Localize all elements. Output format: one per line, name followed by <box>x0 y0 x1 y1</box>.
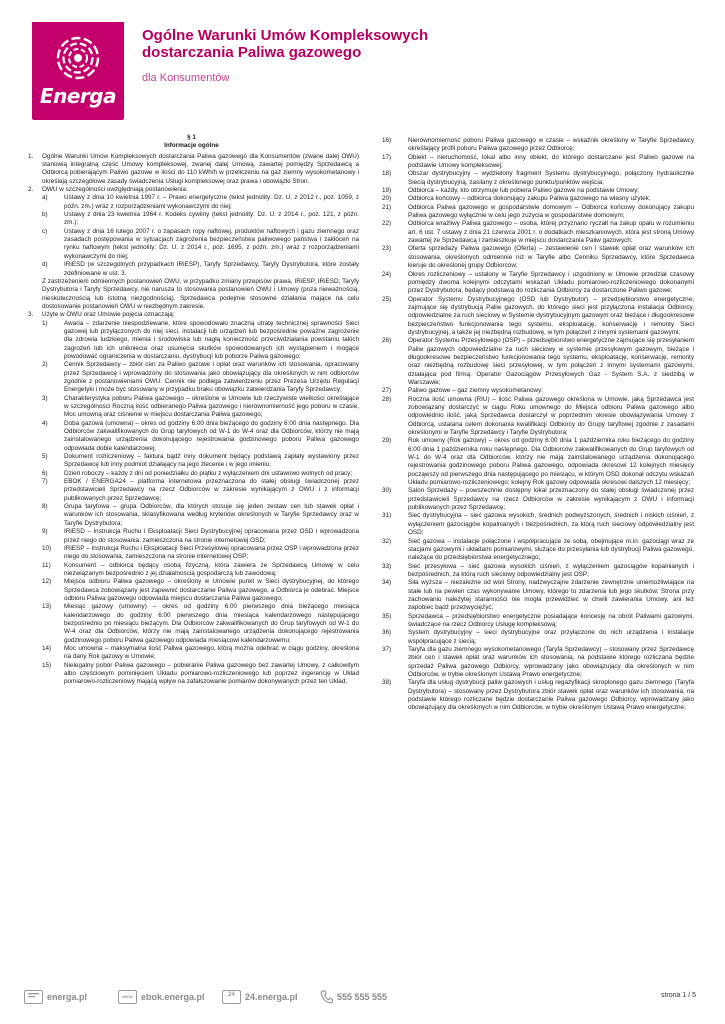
subclause-letter: a) <box>42 194 48 202</box>
definition-number: 27) <box>382 387 392 395</box>
definition-item <box>378 613 694 630</box>
definition-item <box>24 562 359 579</box>
left-column <box>24 134 359 687</box>
definition-item <box>378 195 694 203</box>
web-icon <box>24 990 43 1004</box>
footer-e24-link[interactable] <box>222 990 298 1004</box>
definition-number: 26) <box>382 337 392 345</box>
definition-text: Sprzedawca – przedsiębiorstwo energetyczne posiadające koncesję na obrót Paliwami gazowymi, świadczące na rzecz Odbiorcy Usługę kompleksową; <box>408 612 694 628</box>
subclause-letter: c) <box>42 227 48 235</box>
definition-item <box>378 396 694 438</box>
definition-item <box>24 453 359 470</box>
definition-text: Dokument rozliczeniowy – faktura bądź inny dokument będący podstawą zapłaty wystawiony przez Sprzedawcę lub inny podmiot działający na jego zlecenie i w jego imieniu; <box>64 453 359 469</box>
definition-item <box>378 679 694 712</box>
definition-text: Salon Sprzedaży – powszechnie dostępny lokal przeznaczony do stałej obsługi świadczonej przez przedstawicieli Sprzedawcy na rzecz Odbiorców w zakresie wynikającym z OWU i informacji publikowanych przez Sprzedawcę; <box>408 487 694 512</box>
definition-text: Grupa taryfowa – grupa Odbiorców, dla których stosuje się jeden zestaw cen lub stawek opłat i warunków ich stosowania, sklasyfikowana według kryteriów określonych w Taryfie Sprzedawcy oraz w Taryfie Dystrybutora; <box>64 503 359 527</box>
clause-2-note: Z zastrzeżeniem odmiennych postanowień OWU, w przypadku zmiany przepisów prawa, IRiESP, IRiESD, Taryfy Dystrybutora i Taryfy Sprzedawcy, nie narusza to stosowania postanowień OWU i Umowy (poza nieważnością, nieskutecznością lub istotną niezgodnością). Sprzedawca podejmie stosowne działania mające na celu dostosowanie postanowień OWU w niezbędnym zakresie. <box>42 277 359 310</box>
subclause-text: Ustawy z dnia 23 kwietnia 1964 r. Kodeks cywilny (tekst jednolity: Dz. U. z 2014 r., poz. 121, z późn. zm.); <box>64 211 359 227</box>
footer-site-link[interactable] <box>24 990 87 1004</box>
definition-number: 22) <box>382 220 392 228</box>
definition-item <box>24 420 359 453</box>
definition-text: Obszar dystrybucyjny – wydzielony fragment Systemu dystrybucyjnego, połączony hydraulicznie Siecią dystrybucyjną, zasilany z określonego punktu/punktów wejścia; <box>408 170 694 186</box>
definition-number: 2) <box>42 361 48 369</box>
document-subtitle: dla Konsumentów <box>142 72 230 84</box>
definition-number: 12) <box>42 578 52 586</box>
definition-number: 18) <box>382 170 392 178</box>
energa24-icon-label: 24 <box>228 992 235 998</box>
definition-item <box>378 512 694 537</box>
definition-text: Obiekt – nieruchomość, lokal albo inny obiekt, do którego dostarczane jest Paliwo gazowe na podstawie Umowy kompleksowej; <box>408 153 694 170</box>
definition-text: Paliwo gazowe – gaz ziemny wysokometanowy; <box>408 387 544 395</box>
clause-text: Ogólne Warunki Umów Kompleksowych dostarczania Paliwa gazowego dla Konsumentów (zwane dalej OWU) stanowią integralną część Umowy kompleksowej, zwanej dalej Umową, zawartej pomiędzy Sprzedawcą a Odbiorcą pobierającym Paliwo gazowe w ilości do 110 kWh/h w przeliczeniu na gaz ziemny wysokometanowy i określają szczegółowe zasady świadczenia Usługi kompleksowej oraz prawa i obowiązki Stron. <box>42 152 359 185</box>
definition-number: 14) <box>42 644 52 652</box>
definition-item <box>24 545 359 562</box>
definition-number: 15) <box>42 661 52 669</box>
definition-number: 34) <box>382 579 392 587</box>
clause-number: 1. <box>28 152 34 160</box>
clause-1 <box>24 153 359 186</box>
definition-number: 36) <box>382 629 392 637</box>
definition-number: 31) <box>382 512 392 520</box>
energa24-icon <box>222 990 241 1004</box>
definition-number: 10) <box>42 544 52 552</box>
definition-number: 3) <box>42 394 48 402</box>
definition-item <box>378 437 694 487</box>
logo-wordmark: Energa <box>39 84 117 108</box>
definition-number: 30) <box>382 487 392 495</box>
definition-text: Miejsce odbioru Paliwa gazowego – określony w Umowie punkt w Sieci dystrybucyjnej, do którego Sprzedawca zobowiązany jest zapewnić dostarczanie Paliwa gazowego, a Odbiorca je odebrać. Miejsce odbioru Paliwa gazowego odpowiada miejscu dostarczania Paliwa gazowego; <box>64 578 359 602</box>
definition-number: 25) <box>382 295 392 303</box>
definitions-list-right <box>378 137 694 713</box>
clause-2b <box>24 211 359 228</box>
definition-text: Oferta sprzedaży Paliwa gazowego (Oferta) – zestawienie cen i stawek opłat oraz warunków ich stosowania, określonych odmiennie niż w Taryfie albo Cenniku Sprzedawcy, które Sprzedawca kieruje do określonej grupy Odbiorców; <box>408 245 694 270</box>
definition-item <box>378 563 694 580</box>
definition-number: 21) <box>382 203 392 211</box>
definition-number: 23) <box>382 245 392 253</box>
definition-number: 13) <box>42 603 52 611</box>
definition-number: 32) <box>382 537 392 545</box>
definition-number: 1) <box>42 319 48 327</box>
definitions-list-left <box>24 320 359 687</box>
definition-text: Konsument – odbiorca będący osobą fizyczną, która zawiera ze Sprzedawcą Umowę w celu niezwiązanym bezpośrednio z jej działalnością gospodarczą lub zawodową; <box>64 561 359 577</box>
definition-text: Nierównomierność poboru Paliwa gazowego w czasie – wskaźnik określony w Taryfie Sprzedawcy określający profil poboru Paliwa gazowego przez Odbiorcę; <box>408 137 694 153</box>
definition-text: Odbiorca wrażliwy Paliwa gazowego – osoba, której przyznano ryczałt na zakup opału w rozumieniu art. 6 ust. 7 ustawy z dnia 21 czerwca 2001 r. o dodatkach mieszkaniowych, która jest stroną Umowy zawartej ze Sprzedawcą i zamieszkuje w miejscu dostarczania Paliw gazowych; <box>408 220 694 245</box>
footer-e24-text: 24.energa.pl <box>245 992 298 1002</box>
definition-text: Okres rozliczeniowy – ustalony w Taryfie Sprzedawcy i uzgodniony w Umowie przedział czasowy pomiędzy dwoma kolejnymi odczytami wskazań Układu pomiarowo-rozliczeniowego dokonanymi przez Dystrybutora, będący podstawą do rozliczania Odbiorcy za dostarczone Paliwo gazowe; <box>408 270 694 295</box>
definition-item <box>24 361 359 394</box>
title-line-2: dostarczania Paliwa gazowego <box>142 44 362 61</box>
clause-3 <box>24 311 359 319</box>
ebok-icon <box>118 990 137 1004</box>
definition-text: IRiESD – Instrukcja Ruchu i Eksploatacji Sieci Dystrybucyjnej opracowana przez OSD i wprowadzona przez niego do stosowania, zamieszczona na stronie internetowej OSD; <box>64 528 359 544</box>
definition-item <box>24 528 359 545</box>
definition-number: 29) <box>382 437 392 445</box>
section-number: § 1 <box>187 134 196 141</box>
document-title <box>142 27 428 61</box>
definition-item <box>378 271 694 296</box>
definition-text: EBOK / ENERGA24 – platforma internetowa przeznaczona do stałej obsługi świadczonej przez przedstawicieli Sprzedawcy na rzecz Odbiorców w zakresie wynikającym z OWU i z informacji publikowanych przez Sprzedawcę; <box>64 478 359 502</box>
definition-item <box>378 487 694 512</box>
clause-2c <box>24 228 359 261</box>
definition-item <box>24 470 359 478</box>
clause-text: OWU w szczególności uwzględniają postanowienia: <box>42 186 188 194</box>
footer <box>24 990 704 1008</box>
definition-number: 8) <box>42 503 48 511</box>
definition-number: 11) <box>42 561 51 569</box>
definition-number: 20) <box>382 195 392 203</box>
definition-item <box>378 170 694 187</box>
definition-number: 9) <box>42 528 48 536</box>
definition-number: 35) <box>382 612 392 620</box>
clause-number: 3. <box>28 311 34 319</box>
definition-text: Charakterystyka poboru Paliwa gazowego – określone w Umowie lub rzeczywiste wielkości określające w szczególności Roczną ilość odbieranego Paliwa gazowego i nierównomierność jego poboru w czasie, Moc umowną oraz ciśnienie w miejscu dostarczania Paliwa gazowego; <box>64 394 359 419</box>
definition-number: 37) <box>382 645 392 653</box>
definition-text: Miesiąc gazowy (umowny) – okres od godziny 6:00 pierwszego dnia bieżącego miesiąca kalendarzowego do godziny 6:00 pierwszego dnia miesiąca kalendarzowego następującego bezpośrednio po miesiącu bieżącym. Dla Odbiorców zakwalifikowanych do Grup taryfowych od W-1 do W-4 oraz dla Odbiorców, którzy nie mają zainstalowanego urządzenia dokonującego rejestrowania godzinowego poboru Paliwa gazowego odpowiada miesiącowi kalendarzowemu; <box>64 603 359 644</box>
definition-item <box>378 337 694 387</box>
definition-text: Taryfa dla usług dystrybucji paliw gazowych i usług regazyfikacji skroplonego gazu ziemnego (Taryfa Dystrybutora) – stosowany przez Dystrybutora zbiór stawek opłat oraz warunków ich stosowania, na podstawie którego rozliczane będzie dostarczanie Paliwa gazowego Odbiorcy, wprowadzany jako obowiązujący dla określonych w nim Odbiorców, w trybie określonym Ustawą Prawo energetyczne; <box>408 679 694 712</box>
definition-text: Operator Systemu Dystrybucyjnego (OSD lub Dystrybutor) – przedsiębiorstwo energetyczne, zajmujące się dystrybucją Paliw gazowych, do którego sieci jest przyłączona instalacja Odbiorcy, odpowiedzialne za ruch sieciowy w Systemie dystrybucyjnym gazowym oraz bieżące i długookresowe bezpieczeństwo funkcjonowania tego systemu, eksploatację, konserwację i remonty Sieci dystrybucyjnej, a także jej niezbędną rozbudowę, w tym połączeń z innymi systemami gazowymi; <box>408 295 694 336</box>
ebok-icon-label: eBOK <box>121 994 134 999</box>
definition-item <box>24 603 359 645</box>
definition-text: Odbiorca – każdy, kto otrzymuje lub pobiera Paliwo gazowe na podstawie Umowy; <box>408 187 640 195</box>
clause-2 <box>24 186 359 194</box>
right-column <box>378 137 694 713</box>
definition-item <box>378 187 694 195</box>
definition-text: Nielegalny pobór Paliwa gazowego – pobieranie Paliwa gazowego bez zawartej Umowy, z całkowitym albo częściowym pominięciem Układu pomiarowo-rozliczeniowego lub poprzez ingerencję w Układ pomiarowo-rozliczeniowy mającą wpływ na zafałszowanie pomiarów dokonywanych przez ten Układ; <box>64 661 359 686</box>
definition-item <box>378 538 694 563</box>
footer-phone-text: 555 555 555 <box>337 992 388 1002</box>
subclause-letter: b) <box>42 211 48 219</box>
definition-item <box>378 629 694 646</box>
subclause-letter: d) <box>42 261 48 269</box>
definition-item <box>24 478 359 503</box>
definition-number: 16) <box>382 137 392 144</box>
definition-text: Cennik Sprzedawcy – zbiór cen za Paliwo gazowe i opłat oraz warunków ich stosowania, opracowany przez Sprzedawcę i wprowadzony do stosowania jako obowiązujący dla określonych w nim odbiorców zgodnie z postanowieniami OWU. Cennik nie podlega zatwierdzeniu przez Prezesa Urzędu Regulacji Energetyki i może być stosowany w przypadku braku obowiązku zatwierdzania Taryfy Sprzedawcy; <box>64 361 359 394</box>
definition-item <box>378 387 694 395</box>
definition-text: Roczna ilość umowna (RIU) – ilość Paliwa gazowego określona w Umowie, jaką Sprzedawca jest zobowiązany dostarczyć w ciągu Roku umownego do Miejsca odbioru Paliwa gazowego albo odpowiednio ilość, jaką Sprzedawca dostarczył w poprzednim okresie obowiązywania Umowy z Odbiorcą, ustalana celem dokonania kwalifikacji Odbiorcy do Grupy taryfowej zgodnie z zasadami określonymi w Taryfie Sprzedawcy i Taryfie Dystrybutora; <box>408 395 694 437</box>
definition-text: Dzień roboczy – każdy z dni od poniedziałku do piątku z wyłączeniem dni ustawowo wolnych od pracy; <box>64 469 353 477</box>
definition-item <box>24 645 359 662</box>
definition-text: System dystrybucyjny – sieci dystrybucyjne oraz przyłączone do nich urządzenia i instalacje współpracujące z siecią; <box>408 629 694 645</box>
definition-number: 19) <box>382 187 392 195</box>
subclause-text: IRiESD (w szczególnych przypadkach IRiESP), Taryfy Sprzedawcy, Taryfy Dystrybutora, które zostały zdefiniowane w ust. 3. <box>64 261 359 277</box>
definition-number: 7) <box>42 478 48 486</box>
title-line-1: Ogólne Warunki Umów Kompleksowych <box>142 27 429 44</box>
definition-number: 38) <box>382 679 392 687</box>
definition-item <box>378 137 694 154</box>
definition-text: Awaria – zdarzenie niespodziewane, które spowodowało znaczną utratę technicznej sprawności Sieci gazowej lub przyłączonych do niej sieci, instalacji lub urządzeń lub bezpośrednie poważne zagrożenie dla zdrowia ludzkiego, mienia i środowiska lub nagłą konieczność przeciwdziałania powstaniu takich zagrożeń lub ich unikniecia oraz usunięcia skutków spowodowanych ich wystąpieniem i mogące powodować ograniczenia w dostarczaniu, dystrybucji lub poborze Paliwa gazowego; <box>64 319 359 360</box>
definition-text: Odbiorca końcowy – odbiorca dokonujący zakupu Paliwa gazowego na własny użytek; <box>408 195 651 203</box>
phone-icon <box>320 990 333 1004</box>
definition-number: 4) <box>42 419 48 427</box>
definition-text: Sieć gazowa – instalacje połączone i współpracujące ze sobą, obejmujące m.in. gazociągi wraz ze stacjami gazowymi i układami pomiarowymi, służące do przesyłania lub dystrybucji Paliwa gazowego, należące do przedsiębiorstwa energetycznego; <box>408 537 694 562</box>
section-title: Informacje ogólne <box>164 142 219 150</box>
definition-text: Siła wyższa – niezależne od woli Strony, nadzwyczajne zdarzenie zewnętrzne uniemożliwiające na stałe lub na pewien czas wykonywanie Umowy, którego to zdarzenia lub jego skutków, Strona przy zachowaniu należytej staranności nie mogła przewidzieć w chwili zawierania Umowy, ani też zapobiec bądź przezwyciężyć; <box>408 579 694 612</box>
definition-item <box>24 662 359 687</box>
definition-text: Sieć przesyłowa – sieć gazowa wysokich ciśnień, z wyłączeniem gazociągów kopalnianych i bezpośrednich, za którą ruch sieciowy odpowiedzialny jest OSP; <box>408 562 694 578</box>
definition-item <box>378 220 694 245</box>
definition-item <box>378 154 694 171</box>
definition-text: Odbiorca Paliwa gazowego w gospodarstwie domowym – Odbiorca końcowy dokonujący zakupu Paliwa gazowego wyłącznie w celu jego zużycia w gospodarstwie domowym; <box>408 203 694 220</box>
clause-text: Użyte w OWU oraz Umowie pojęcia oznaczają: <box>42 311 175 319</box>
definition-item <box>378 296 694 338</box>
definition-item <box>24 395 359 420</box>
footer-ebok-text: ebok.energa.pl <box>141 992 205 1002</box>
definition-number: 28) <box>382 395 392 403</box>
definition-number: 33) <box>382 562 392 570</box>
energa-logo <box>32 22 124 120</box>
definition-text: IRiESP – Instrukcja Ruchu i Eksploatacji Sieci Przesyłowej opracowana przez OSP i wprowadzona przez niego do stosowania, zamieszczona na stronie internetowej OSP; <box>64 544 359 561</box>
definition-text: Rok umowny (Rok gazowy) – okres od godziny 6:00 dnia 1 października roku bieżącego do godziny 6:00 dnia 1 października roku następnego. Dla Odbiorców zakwalifikowanych do Grup taryfowych od W-1 do W-4 oraz dla Odbiorców, którzy nie mają zainstalowanego urządzenia dokonującego rejestrowania godzinowego poboru Paliwa gazowego, odpowiada okresowi 12 kolejnych miesięcy począwszy od pierwszego dnia następującego po miesiącu, w którym OSD dokonał odczytu wskazań Układu pomiarowo-rozliczeniowego; kolejny Rok gazowy odpowiada okresowi dalszych 12 miesięcy; <box>408 437 694 487</box>
definition-item <box>378 579 694 612</box>
definition-text: Taryfa dla gazu ziemnego wysokometanowego (Taryfa Sprzedawcy) – stosowany przez Sprzedawcę zbiór cen i stawek opłat oraz warunków ich stosowania, na podstawie którego rozliczana będzie sprzedaż Paliwa gazowego Odbiorcy, wprowadzany jako obowiązujący dla określonych w nim Odbiorców, w trybie określonym Ustawą Prawo energetyczne; <box>408 645 694 678</box>
footer-ebok-link[interactable] <box>118 990 205 1004</box>
definition-item <box>378 245 694 270</box>
definition-item <box>24 578 359 603</box>
definition-text: Sieć dystrybucyjna – sieć gazowa wysokich, średnich podwyższonych, średnich i niskich ciśnień, z wyłączeniem gazociągów kopalnianych i bezpośrednich, za którą ruch sieciowy odpowiedzialny jest OSD; <box>408 512 694 537</box>
clause-number: 2. <box>28 186 34 194</box>
footer-phone[interactable] <box>320 990 387 1004</box>
energa-mark-icon <box>54 34 102 82</box>
definition-number: 24) <box>382 270 392 278</box>
clause-2d <box>24 261 359 278</box>
definition-text: Moc umowna – maksymalna ilość Paliwa gazowego, którą można odebrać w ciągu godziny, określona na dany Rok gazowy w Umowie; <box>64 644 359 661</box>
definition-item <box>24 320 359 362</box>
subclause-text: Ustawy z dnia 10 kwietnia 1997 r. – Prawo energetyczne (tekst jednolity: Dz. U. z 2012 r., poz. 1059, z późn. zm.) wraz z rozporządzeniami wykonawczymi do niej; <box>64 194 359 210</box>
definition-item <box>378 204 694 221</box>
definition-item <box>24 503 359 528</box>
definition-number: 17) <box>382 153 392 161</box>
definition-number: 5) <box>42 453 48 461</box>
subclause-text: Ustawy z dnia 16 lutego 2007 r. o zapasach ropy naftowej, produktów naftowych i gazu ziemnego oraz zasadach postępowania w sytuacjach zagrożenia bezpieczeństwa paliwowego państwa i zakłóceń na rynku naftowym (tekst jednolity: Dz. U. z 2014 r., poz. 1695, z późn. zm.) wraz z rozporządzeniami wykonawczymi do niej; <box>64 227 359 260</box>
footer-site-text: energa.pl <box>47 992 88 1002</box>
definition-item <box>378 646 694 679</box>
definition-text: Doba gazowa (umowna) – okres od godziny 6:00 dnia bieżącego do godziny 6:00 dnia następnego. Dla Odbiorców zakwalifikowanych do Grup taryfowych od W-1 do W-4 oraz dla Odbiorców, którzy nie mają zainstalowanego urządzenia dokonującego rejestrowania godzinowego poboru Paliwa gazowego odpowiada dobie kalendarzowej; <box>64 419 359 452</box>
definition-text: Operator Systemu Przesyłowego (OSP) – przedsiębiorstwo energetyczne zajmujące się przesyłaniem Paliw gazowych odpowiedzialne za ruch sieciowy w systemie przesyłowym gazowym, bieżące i długookresowe bezpieczeństwo funkcjonowania tego systemu, eksploatację, konserwację, remonty oraz niezbędną rozbudowę sieci przesyłowej, w tym połączeń z innymi systemami gazowymi, działająca pod firmą: Operator Gazociągów Przesyłowych Gaz - System S.A. z siedzibą w Warszawie; <box>408 337 694 386</box>
page-number: strona 1 / 5 <box>660 992 696 999</box>
definition-number: 6) <box>42 469 48 477</box>
clause-2a <box>24 194 359 211</box>
